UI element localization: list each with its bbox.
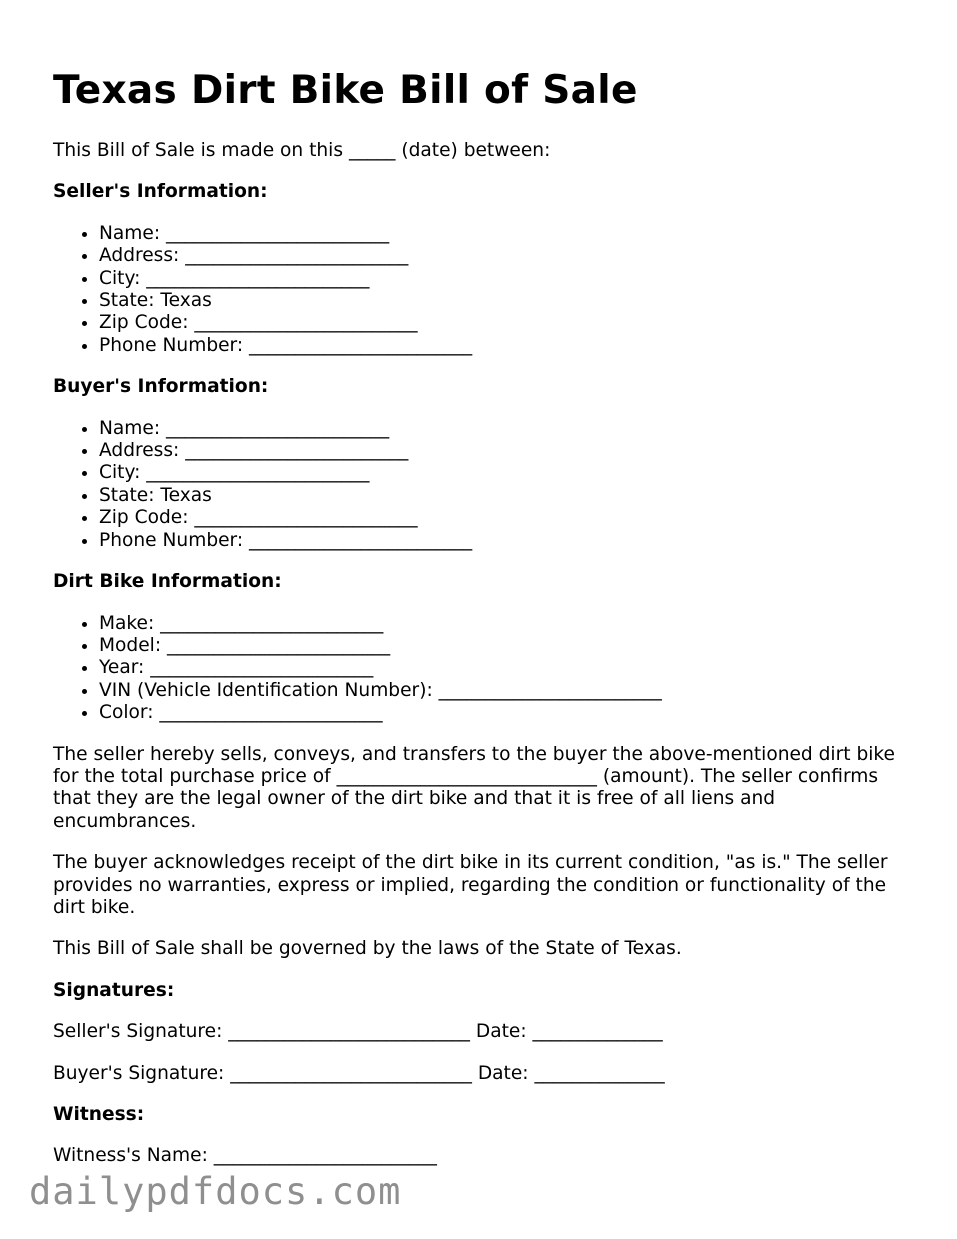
buyer-city-field: • City: ________________________ <box>99 462 903 484</box>
seller-heading: Seller's Information: <box>53 181 268 203</box>
bike-vin-field: • VIN (Vehicle Identification Number): ________________________ <box>99 680 903 702</box>
seller-address-field: • Address: ________________________ <box>99 245 903 267</box>
bike-make-field: • Make: ________________________ <box>99 613 903 635</box>
document-page <box>53 68 903 1187</box>
condition-paragraph: The buyer acknowledges receipt of the dirt bike in its current condition, "as is." The seller provides no warranties, express or implied, regarding the condition or functionality of the dirt bike. <box>53 852 888 918</box>
seller-signature-line: Seller's Signature: __________________________ Date: ______________ <box>53 1021 663 1043</box>
bike-year-field: • Year: ________________________ <box>99 657 903 679</box>
bike-model-field: • Model: ________________________ <box>99 635 903 657</box>
buyer-phone-field: • Phone Number: ________________________ <box>99 530 903 552</box>
signatures-heading: Signatures: <box>53 979 175 1001</box>
seller-zip-field: • Zip Code: ________________________ <box>99 312 903 334</box>
buyer-zip-field: • Zip Code: ________________________ <box>99 507 903 529</box>
transfer-paragraph: The seller hereby sells, conveys, and transfers to the buyer the above-mentioned dirt bike for the total purchase price of ____________________________ (amount). The seller confirms that they are the legal owner of the dirt bike and that it is free of all liens and encumbrances. <box>53 743 895 832</box>
bike-heading: Dirt Bike Information: <box>53 571 282 593</box>
buyer-heading: Buyer's Information: <box>53 376 269 398</box>
buyer-fields-list <box>53 418 903 552</box>
governing-law-paragraph: This Bill of Sale shall be governed by the laws of the State of Texas. <box>53 938 682 960</box>
bike-fields-list <box>53 613 903 725</box>
watermark: dailypdfdocs.com <box>29 1170 402 1213</box>
seller-name-field: • Name: ________________________ <box>99 223 903 245</box>
buyer-signature-line: Buyer's Signature: __________________________ Date: ______________ <box>53 1062 665 1084</box>
witness-name-line: Witness's Name: ________________________ <box>53 1145 437 1167</box>
seller-state-field: • State: Texas <box>99 290 903 312</box>
buyer-address-field: • Address: ________________________ <box>99 440 903 462</box>
document-title: Texas Dirt Bike Bill of Sale <box>53 68 638 113</box>
buyer-state-field: • State: Texas <box>99 485 903 507</box>
bike-color-field: • Color: ________________________ <box>99 702 903 724</box>
buyer-name-field: • Name: ________________________ <box>99 418 903 440</box>
seller-city-field: • City: ________________________ <box>99 268 903 290</box>
seller-phone-field: • Phone Number: ________________________ <box>99 335 903 357</box>
intro-text: This Bill of Sale is made on this _____ (date) between: <box>53 140 551 161</box>
seller-fields-list <box>53 223 903 357</box>
witness-heading: Witness: <box>53 1104 145 1125</box>
